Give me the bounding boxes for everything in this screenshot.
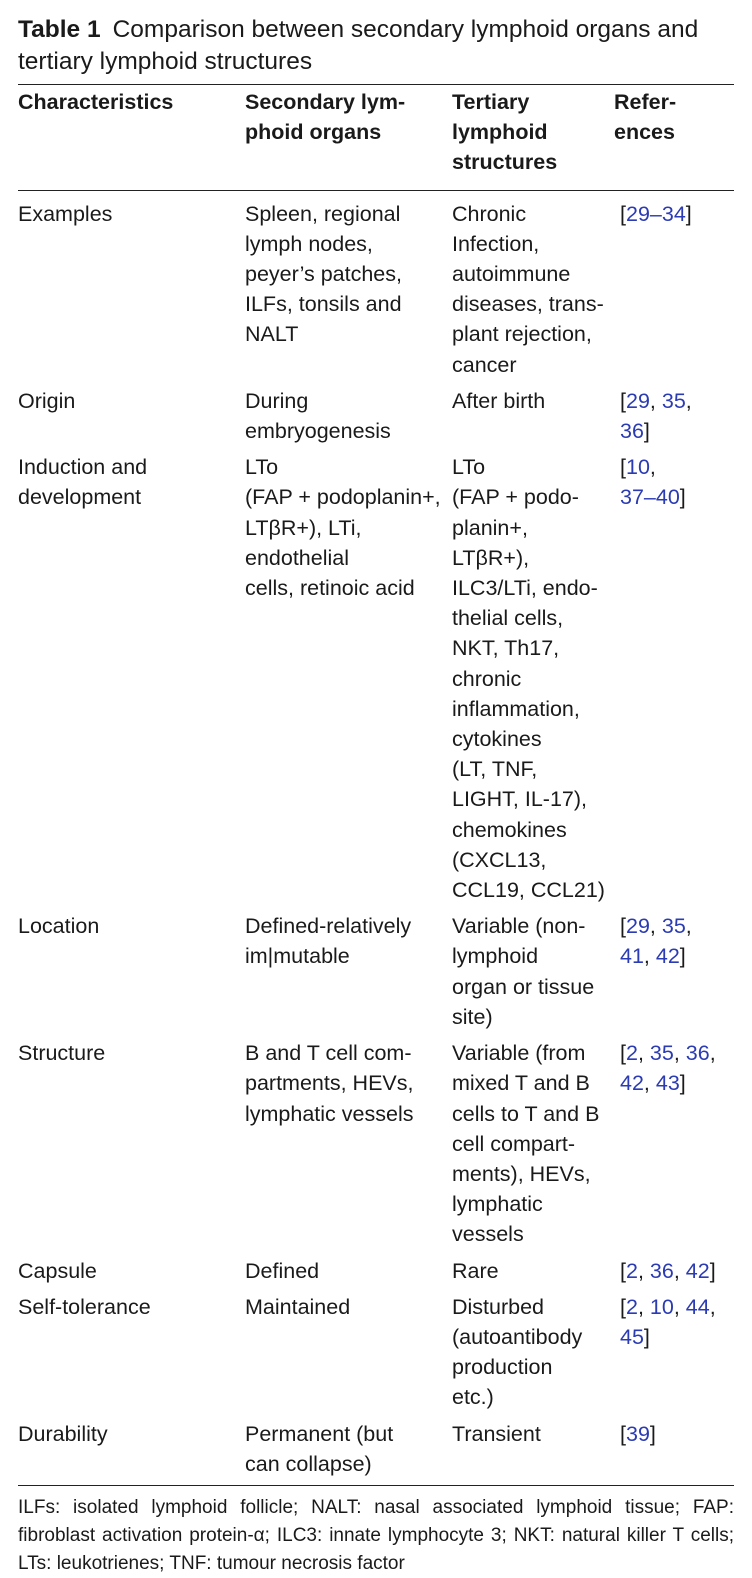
table-row	[18, 1256, 734, 1292]
reference-link[interactable]: 2	[625, 1294, 638, 1319]
cell-characteristic: Location	[18, 914, 100, 939]
ref-separator: ,	[685, 388, 692, 413]
reference-link[interactable]: 45	[620, 1324, 644, 1349]
reference-link[interactable]: 39	[625, 1421, 650, 1446]
cell-characteristic: Durability	[18, 1421, 108, 1446]
table-body	[18, 191, 734, 1485]
table-row	[18, 191, 734, 386]
cell-secondary-lymphoid-organs: B and T cell com- partments, HEVs, lymphatic vessels	[245, 1041, 414, 1126]
ref-separator: ,	[685, 914, 692, 939]
cell-characteristic: Structure	[18, 1041, 106, 1066]
ref-bracket-close: ]	[679, 944, 686, 969]
reference-link[interactable]: 36	[620, 419, 644, 444]
table-caption	[18, 14, 734, 78]
cell-characteristic: Origin	[18, 388, 76, 413]
table-title: Comparison between secondary lymphoid organs and tertiary lymphoid structures	[18, 16, 699, 75]
cell-references	[614, 191, 734, 386]
header-tertiary-lymphoid-structures: Tertiary lymphoid structures	[452, 90, 558, 175]
comparison-table	[18, 85, 734, 1485]
reference-link[interactable]: 29	[625, 914, 650, 939]
reference-link[interactable]: 29	[625, 388, 650, 413]
reference-link[interactable]: 2	[625, 1258, 638, 1283]
cell-tertiary-lymphoid-structures: LTo (FAP + podo- planin+, LTβR+), ILC3/LTi, endo- thelial cells, NKT, Th17, chronic inflammation, cytokines (LT, TNF, LIGHT, IL-17), chemokines (CXCL13, CCL19, CCL21)	[452, 455, 605, 903]
cell-tertiary-lymphoid-structures: Rare	[452, 1258, 499, 1283]
ref-bracket-open: [	[620, 914, 626, 939]
ref-bracket-close: ]	[685, 201, 692, 226]
ref-separator: ,	[673, 1258, 686, 1283]
ref-bracket-close: ]	[643, 419, 650, 444]
ref-bracket-open: [	[620, 1041, 626, 1066]
ref-separator: ,	[649, 914, 662, 939]
ref-bracket-open: [	[620, 1294, 626, 1319]
cell-characteristic: Induction and development	[18, 455, 148, 510]
ref-separator: ,	[673, 1041, 686, 1066]
ref-bracket-open: [	[620, 455, 626, 480]
cell-tertiary-lymphoid-structures: Transient	[452, 1421, 541, 1446]
table-row	[18, 1419, 734, 1485]
header-references: Refer- ences	[614, 90, 677, 145]
reference-link[interactable]: 35	[661, 388, 686, 413]
cell-references	[614, 911, 734, 1038]
header-characteristics: Characteristics	[18, 90, 174, 114]
table-row	[18, 1292, 734, 1419]
cell-references	[614, 1292, 734, 1419]
reference-link[interactable]: 29–34	[625, 201, 686, 226]
reference-link[interactable]: 36	[685, 1041, 710, 1066]
reference-link[interactable]: 42	[620, 1071, 644, 1096]
reference-link[interactable]: 10	[625, 455, 650, 480]
cell-secondary-lymphoid-organs: Spleen, regional lymph nodes, peyer’s patches, ILFs, tonsils and NALT	[245, 201, 402, 347]
reference-link[interactable]: 42	[655, 944, 680, 969]
reference-link[interactable]: 37–40	[620, 485, 680, 510]
reference-link[interactable]: 2	[625, 1041, 638, 1066]
ref-separator: ,	[637, 1258, 650, 1283]
cell-characteristic: Self-tolerance	[18, 1294, 151, 1319]
ref-bracket-open: [	[620, 1421, 626, 1446]
cell-references	[614, 386, 734, 452]
reference-link[interactable]: 43	[655, 1071, 680, 1096]
cell-secondary-lymphoid-organs: Defined-relatively im|mutable	[245, 914, 412, 969]
ref-separator: ,	[673, 1294, 686, 1319]
ref-separator: ,	[643, 1071, 656, 1096]
cell-tertiary-lymphoid-structures: After birth	[452, 388, 546, 413]
cell-secondary-lymphoid-organs: During embryogenesis	[245, 388, 391, 444]
ref-separator: ,	[637, 1294, 650, 1319]
ref-bracket-open: [	[620, 1258, 626, 1283]
ref-bracket-open: [	[620, 201, 626, 226]
reference-link[interactable]: 36	[649, 1258, 674, 1283]
cell-references	[614, 1256, 734, 1292]
cell-secondary-lymphoid-organs: Maintained	[245, 1294, 351, 1319]
reference-link[interactable]: 10	[649, 1294, 674, 1319]
table-label: Table 1	[18, 16, 101, 43]
reference-link[interactable]: 35	[661, 914, 686, 939]
ref-separator: ,	[643, 944, 656, 969]
table-footnote: ILFs: isolated lymphoid follicle; NALT: nasal associated lymphoid tissue; FAP: fibroblast activation protein-α; ILC3: innate lymphocyte 3; NKT: natural killer T cells; LTs: leukotrienes; TNF: tumour necrosis factor	[18, 1496, 734, 1574]
bottom-rule	[18, 1485, 734, 1486]
cell-tertiary-lymphoid-structures: Chronic Infection, autoimmune diseases, trans- plant rejection, cancer	[452, 201, 604, 377]
ref-bracket-close: ]	[709, 1258, 716, 1283]
cell-references	[614, 452, 734, 911]
ref-separator: ,	[637, 1041, 650, 1066]
cell-references	[614, 1419, 734, 1485]
ref-separator: ,	[649, 455, 656, 480]
cell-tertiary-lymphoid-structures: Variable (non- lymphoid organ or tissue site)	[452, 914, 595, 1029]
reference-link[interactable]: 44	[685, 1294, 710, 1319]
table-row	[18, 452, 734, 911]
reference-link[interactable]: 42	[685, 1258, 710, 1283]
ref-bracket-close: ]	[679, 1071, 686, 1096]
header-row	[18, 85, 734, 190]
reference-link[interactable]: 35	[649, 1041, 674, 1066]
cell-references	[614, 1038, 734, 1255]
cell-tertiary-lymphoid-structures: Disturbed (autoantibody production etc.)	[452, 1294, 583, 1410]
cell-secondary-lymphoid-organs: Defined	[245, 1258, 320, 1283]
ref-separator: ,	[709, 1294, 716, 1319]
ref-separator: ,	[709, 1041, 716, 1066]
cell-characteristic: Capsule	[18, 1258, 97, 1283]
cell-tertiary-lymphoid-structures: Variable (from mixed T and B cells to T and B cell compart- ments), HEVs, lymphatic vessels	[452, 1041, 600, 1247]
ref-bracket-close: ]	[649, 1421, 656, 1446]
reference-link[interactable]: 41	[620, 944, 644, 969]
table-row	[18, 386, 734, 452]
ref-bracket-close: ]	[679, 485, 686, 510]
cell-secondary-lymphoid-organs: Permanent (but can collapse)	[245, 1421, 394, 1476]
ref-separator: ,	[649, 388, 662, 413]
header-secondary-lymphoid-organs: Secondary lym- phoid organs	[245, 90, 406, 145]
ref-bracket-close: ]	[643, 1324, 650, 1349]
ref-bracket-open: [	[620, 388, 626, 413]
cell-characteristic: Examples	[18, 201, 113, 226]
table-row	[18, 911, 734, 1038]
cell-secondary-lymphoid-organs: LTo (FAP + podoplanin+, LTβR+), LTi, endothelial cells, retinoic acid	[245, 455, 441, 601]
table-row	[18, 1038, 734, 1255]
